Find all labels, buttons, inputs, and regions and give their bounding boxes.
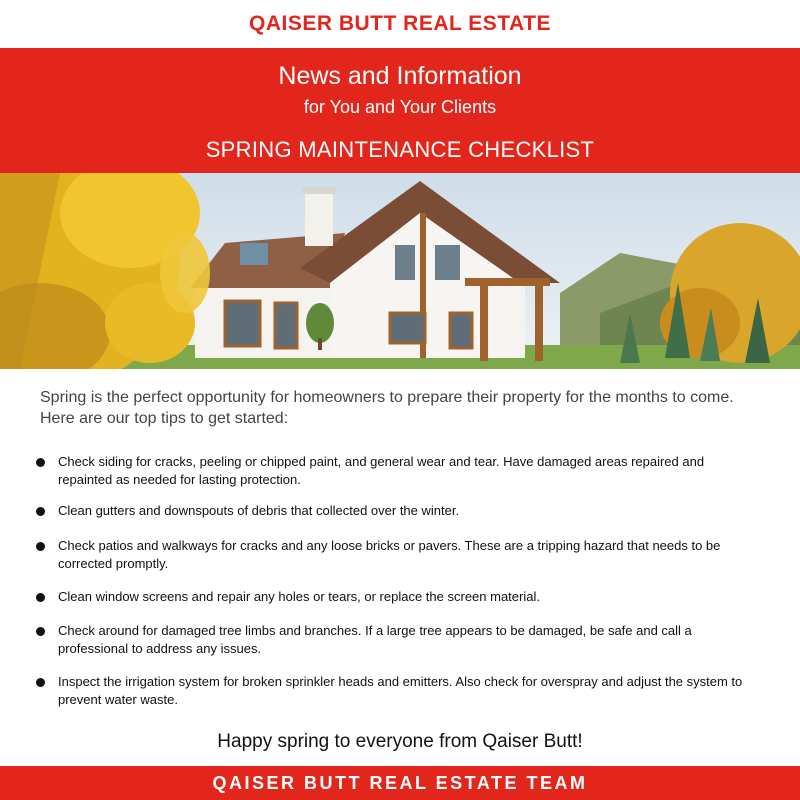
intro-paragraph: Spring is the perfect opportunity for homeowners to prepare their property for the months to come. Here are our top tips to get started: xyxy=(40,389,734,427)
tip-text: Check siding for cracks, peeling or chipped paint, and general wear and tear. Have damaged areas repaired and repainted as needed for lasting protection. xyxy=(58,454,705,487)
newsletter-subtitle: for You and Your Clients xyxy=(303,97,497,117)
tip-text: Check patios and walkways for cracks and any loose bricks or pavers. These are a tripping hazard that needs to be corrected promptly. xyxy=(58,538,721,571)
closing-message: Happy spring to everyone from Qaiser Butt! xyxy=(217,731,583,752)
bullet-icon xyxy=(36,542,45,551)
bullet-icon xyxy=(36,458,45,467)
list-item xyxy=(36,588,756,606)
tip-text: Check around for damaged tree limbs and branches. If a large tree appears to be damaged, be safe and call a professional to address any issues. xyxy=(58,623,692,656)
tip-text: Clean window screens and repair any holes or tears, or replace the screen material. xyxy=(58,589,540,604)
tip-text: Inspect the irrigation system for broken sprinkler heads and emitters. Also check for overspray and adjust the system to prevent water waste. xyxy=(58,674,743,707)
bullet-icon xyxy=(36,678,45,687)
header-banner xyxy=(0,48,800,173)
list-item xyxy=(36,673,756,709)
list-item xyxy=(36,502,756,520)
checklist-title: SPRING MAINTENANCE CHECKLIST xyxy=(205,137,595,162)
list-item xyxy=(36,453,756,489)
tip-text: Clean gutters and downspouts of debris that collected over the winter. xyxy=(58,503,460,518)
bullet-icon xyxy=(36,627,45,636)
footer-banner: QAISER BUTT REAL ESTATE TEAM xyxy=(0,766,800,800)
bullet-icon xyxy=(36,507,45,516)
newsletter-title: News and Information xyxy=(278,62,522,90)
house-photo xyxy=(0,173,800,369)
brand-name: QAISER BUTT REAL ESTATE xyxy=(248,12,551,35)
list-item xyxy=(36,537,756,573)
list-item xyxy=(36,622,756,658)
bullet-icon xyxy=(36,593,45,602)
